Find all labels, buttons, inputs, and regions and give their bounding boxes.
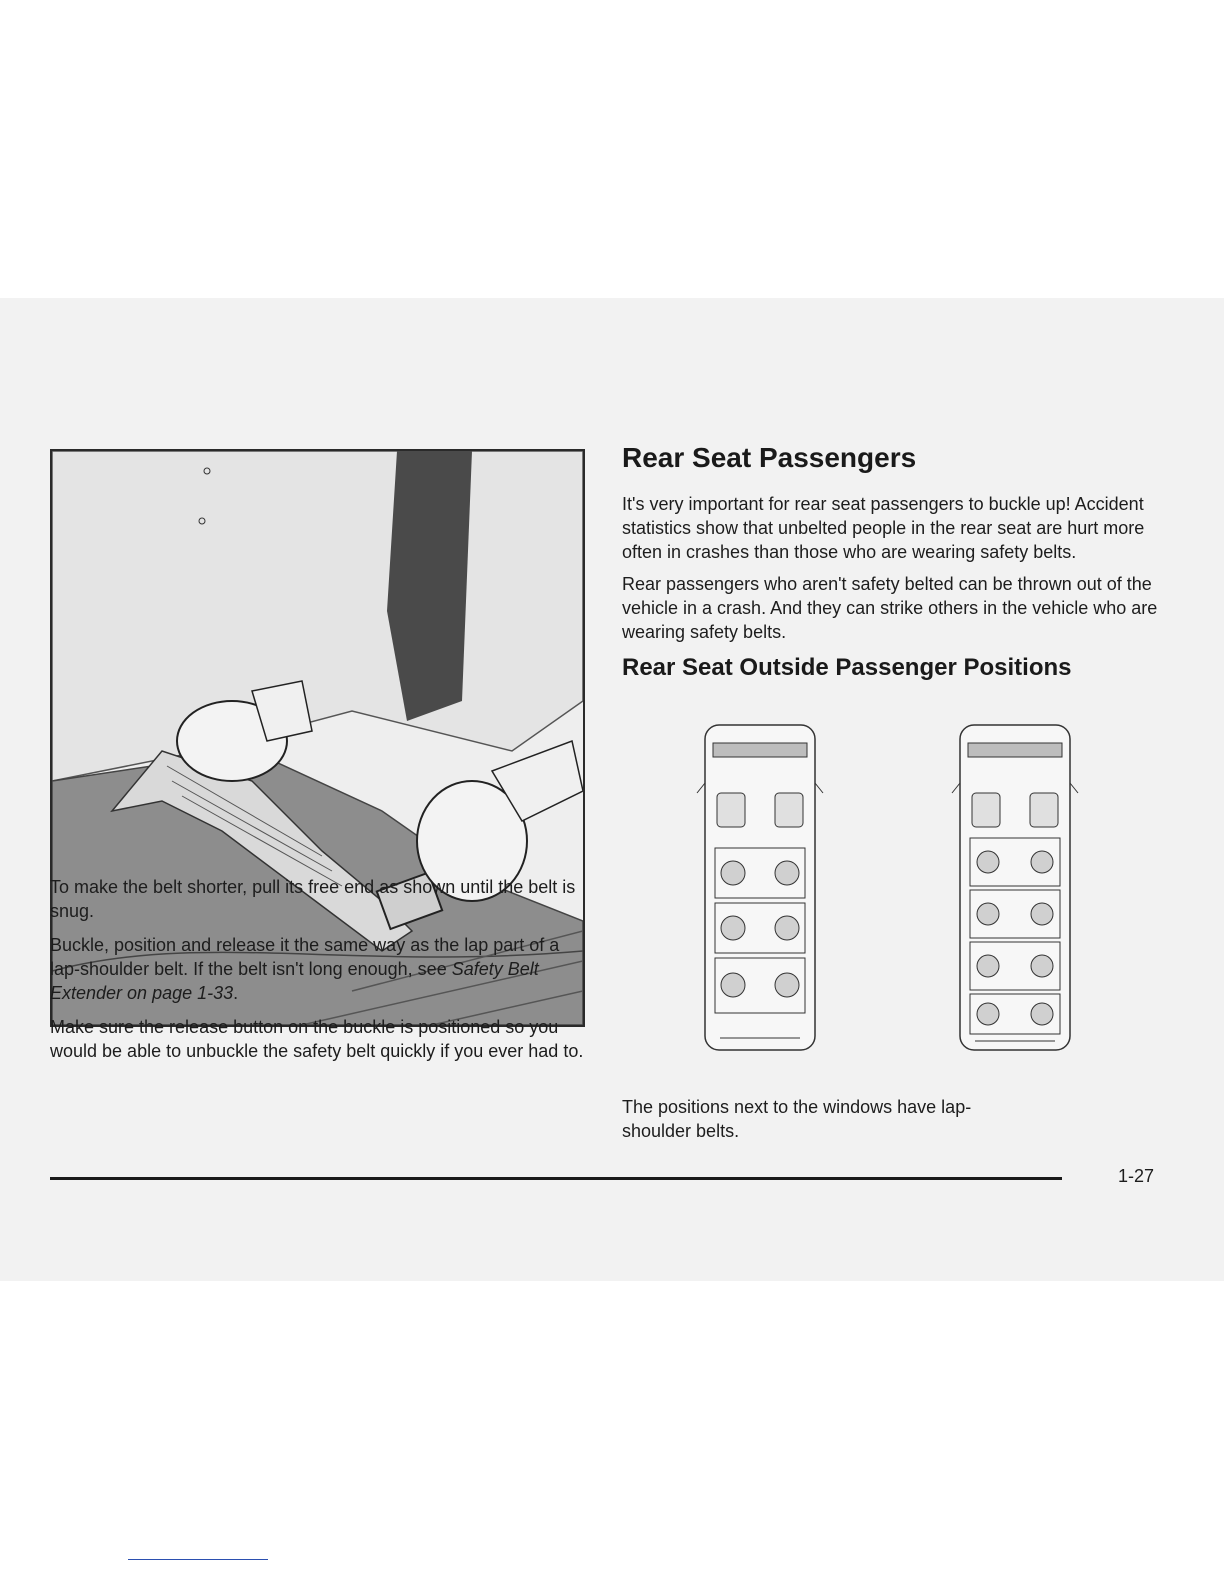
diagram-caption xyxy=(622,1095,1022,1143)
belt-shorter-text: To make the belt shorter, pull its free end as shown until the belt is snug. xyxy=(50,877,576,921)
rear-seat-section xyxy=(622,442,1167,473)
rear-seat-p2 xyxy=(622,572,1167,644)
outside-positions-section xyxy=(622,656,1167,680)
van-seating-diagram-icon xyxy=(695,723,825,1053)
rear-seat-p1 xyxy=(622,492,1167,564)
page-band xyxy=(0,298,1224,1281)
left-paragraph-1 xyxy=(50,875,590,923)
rear-seat-thrown-text: Rear passengers who aren't safety belted can be thrown out of the vehicle in a crash. And they can strike others in the vehicle who are wearing safety belts. xyxy=(622,574,1158,642)
van-seating-diagram-icon xyxy=(950,723,1080,1053)
buckle-position-body: Buckle, position and release it the same way as the lap part of a lap-shoulder belt. If the belt isn't long enough, see xyxy=(50,935,560,979)
safety-belt-extender-link[interactable]: Safety Belt Extender on page 1-33 xyxy=(50,959,539,1003)
page-number: 1-27 xyxy=(1118,1166,1155,1186)
rear-seat-importance-text: It's very important for rear seat passengers to buckle up! Accident statistics show that unbelted people in the rear seat are hurt more often in crashes than those who are wearing safety belts. xyxy=(622,494,1145,562)
outside-passenger-positions-heading: Rear Seat Outside Passenger Positions xyxy=(622,654,1072,681)
bottom-line xyxy=(128,1559,268,1560)
lap-shoulder-caption-text: The positions next to the windows have lap-shoulder belts. xyxy=(622,1097,972,1141)
buckle-position-text xyxy=(50,933,590,1005)
release-button-text: Make sure the release button on the buckle is positioned so you would be able to unbuckle the safety belt quickly if you ever had to. xyxy=(50,1017,584,1061)
rear-seat-passengers-heading: Rear Seat Passengers xyxy=(622,442,917,473)
left-paragraph-2 xyxy=(50,933,590,1005)
left-paragraph-3 xyxy=(50,1015,590,1063)
buckle-position-end: . xyxy=(233,983,239,1003)
footer-rule xyxy=(50,1177,1062,1180)
